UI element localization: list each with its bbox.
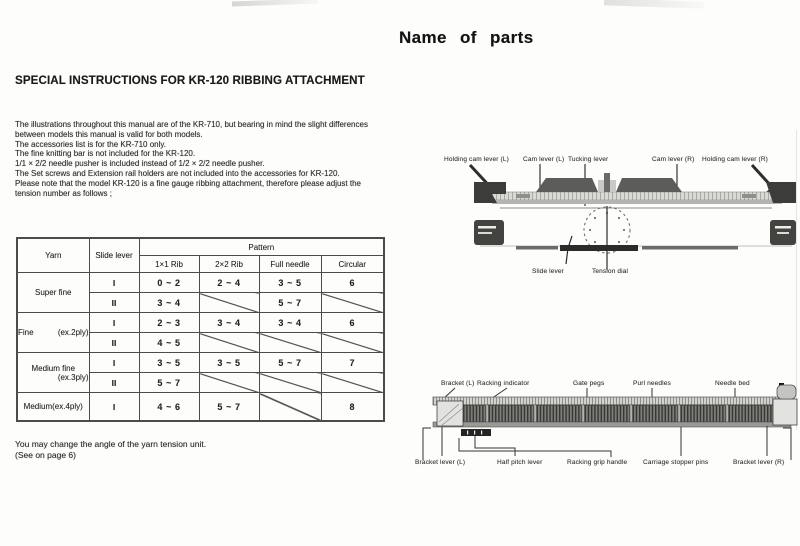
empty-diagonal-cell bbox=[321, 293, 384, 313]
tension-value: 3 ~ 5 bbox=[139, 353, 199, 373]
intro-line: tension number as follows ; bbox=[15, 188, 112, 198]
col-header-yarn: Yarn bbox=[17, 238, 89, 273]
tension-value: 3 ~ 4 bbox=[259, 313, 321, 333]
col-header-1x1-rib: 1×1 Rib bbox=[139, 256, 199, 273]
lever-cell: I bbox=[89, 273, 139, 293]
tension-value: 2 ~ 4 bbox=[199, 273, 259, 293]
label-purl-needles: Purl needles bbox=[633, 380, 671, 387]
label-cam-lever-r: Cam lever (R) bbox=[652, 156, 695, 163]
empty-diagonal-cell bbox=[259, 373, 321, 393]
tension-value: 4 ~ 5 bbox=[139, 333, 199, 353]
intro-line: The fine knitting bar is not included for the KR-120. bbox=[15, 149, 196, 159]
intro-line: The Set screws and Extension rail holders are not included into the accessories for KR-120. bbox=[15, 168, 340, 178]
empty-diagonal-cell bbox=[259, 333, 321, 353]
label-tucking-lever: Tucking lever bbox=[568, 156, 609, 163]
lever-cell: I bbox=[89, 313, 139, 333]
tension-value: 5 ~ 7 bbox=[259, 353, 321, 373]
tension-value: 7 bbox=[321, 353, 384, 373]
yarn-label: Medium fine bbox=[31, 363, 76, 373]
ribber-carriage-diagram bbox=[420, 142, 800, 287]
label-half-pitch-lever: Half pitch lever bbox=[497, 459, 543, 466]
label-racking-indicator: Racking indicator bbox=[477, 380, 530, 387]
page-title: Name of parts bbox=[399, 28, 534, 47]
label-cam-lever-l: Cam lever (L) bbox=[523, 156, 565, 163]
tension-value: 5 ~ 7 bbox=[139, 373, 199, 393]
label-bracket-lever-l: Bracket lever (L) bbox=[415, 459, 466, 466]
scan-smudge bbox=[232, 0, 318, 6]
empty-diagonal-cell bbox=[321, 333, 384, 353]
footer-line: (See on page 6) bbox=[15, 450, 76, 460]
intro-paragraph bbox=[15, 120, 399, 198]
yarn-medium-fine bbox=[17, 353, 89, 393]
lever-cell: II bbox=[89, 333, 139, 353]
lever-cell: I bbox=[89, 393, 139, 422]
tension-value: 3 ~ 5 bbox=[259, 273, 321, 293]
tension-value: 3 ~ 5 bbox=[199, 353, 259, 373]
col-header-slide-lever: Slide lever bbox=[89, 238, 139, 273]
tension-value: 3 ~ 4 bbox=[199, 313, 259, 333]
tension-value: 8 bbox=[321, 393, 384, 422]
yarn-super-fine bbox=[17, 273, 89, 313]
yarn-medium bbox=[17, 393, 89, 422]
label-holding-cam-lever-r: Holding cam lever (R) bbox=[702, 156, 769, 163]
footer-line: You may change the angle of the yarn tension unit. bbox=[15, 439, 207, 449]
tension-value: 3 ~ 4 bbox=[139, 293, 199, 313]
col-header-full-needle: Full needle bbox=[259, 256, 321, 273]
intro-line: Please note that the model KR-120 is a fine gauge ribbing attachment, therefore please adjust the bbox=[15, 178, 361, 188]
label-bracket-l: Bracket (L) bbox=[441, 380, 475, 387]
yarn-sublabel: (ex.2ply) bbox=[57, 328, 89, 337]
lever-cell: II bbox=[89, 373, 139, 393]
tension-value: 4 ~ 6 bbox=[139, 393, 199, 422]
col-header-2x2-rib: 2×2 Rib bbox=[199, 256, 259, 273]
ribber-carriage-drawing bbox=[420, 142, 800, 287]
scan-smudge bbox=[604, 0, 704, 9]
yarn-label: Super fine bbox=[35, 288, 72, 297]
yarn-fine bbox=[17, 313, 89, 353]
empty-diagonal-cell bbox=[199, 373, 259, 393]
label-tension-dial: Tension dial bbox=[592, 268, 629, 275]
tension-table bbox=[16, 237, 385, 422]
empty-diagonal-cell bbox=[259, 393, 321, 422]
intro-line: 1/1 × 2/2 needle pusher is included instead of 1/2 × 2/2 needle pusher. bbox=[15, 159, 265, 169]
col-header-circular: Circular bbox=[321, 256, 384, 273]
tension-value: 0 ~ 2 bbox=[139, 273, 199, 293]
label-slide-lever: Slide lever bbox=[532, 268, 564, 275]
lever-cell: I bbox=[89, 353, 139, 373]
section-heading: SPECIAL INSTRUCTIONS FOR KR-120 RIBBING ATTACHMENT bbox=[15, 74, 365, 87]
needle-bed-diagram bbox=[415, 370, 800, 478]
label-holding-cam-lever-l: Holding cam lever (L) bbox=[444, 156, 509, 163]
intro-line: between models this manual is valid for both models. bbox=[15, 129, 203, 139]
intro-line: The illustrations throughout this manual are of the KR-710, but bearing in mind the slight differences bbox=[15, 120, 368, 129]
racking-indicator-window bbox=[461, 429, 491, 436]
tension-value: 6 bbox=[321, 313, 384, 333]
yarn-sublabel: (ex.3ply) bbox=[57, 372, 89, 382]
yarn-label: Fine bbox=[18, 328, 34, 337]
lever-cell: II bbox=[89, 293, 139, 313]
label-carriage-stopper-pins: Carriage stopper pins bbox=[643, 459, 709, 466]
empty-diagonal-cell bbox=[321, 373, 384, 393]
footer-note bbox=[15, 439, 206, 461]
empty-diagonal-cell bbox=[199, 293, 259, 313]
tension-value: 2 ~ 3 bbox=[139, 313, 199, 333]
label-needle-bed: Needle bed bbox=[715, 380, 750, 387]
label-gate-pegs: Gate pegs bbox=[573, 380, 605, 387]
yarn-label: Medium(ex.4ply) bbox=[23, 402, 83, 411]
empty-diagonal-cell bbox=[199, 333, 259, 353]
tension-value: 6 bbox=[321, 273, 384, 293]
intro-line: The accessories list is for the KR-710 only. bbox=[15, 139, 167, 149]
label-racking-grip-handle: Racking grip handle bbox=[567, 459, 628, 466]
label-bracket-lever-r: Bracket lever (R) bbox=[733, 459, 785, 466]
tension-value: 5 ~ 7 bbox=[199, 393, 259, 422]
col-header-pattern: Pattern bbox=[139, 238, 384, 256]
tension-value: 5 ~ 7 bbox=[259, 293, 321, 313]
